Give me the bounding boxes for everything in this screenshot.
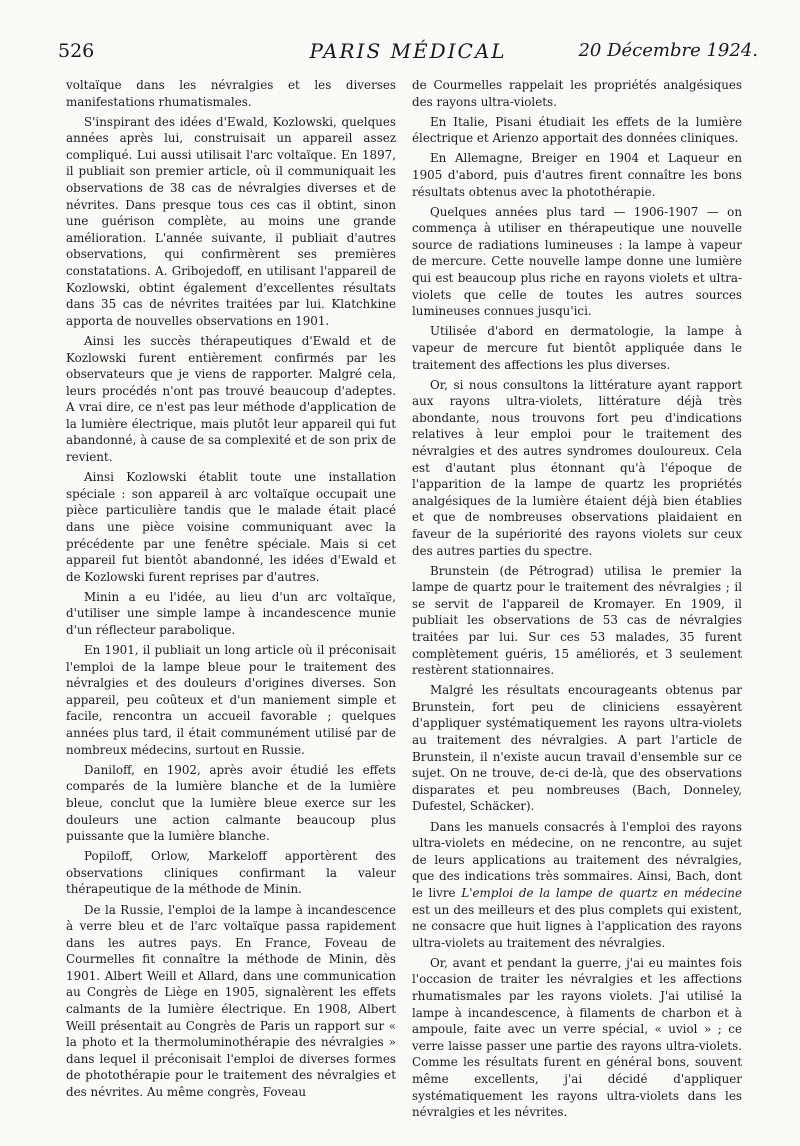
paragraph-text: Dans les manuels consacrés à l'emploi des rayons ultra-violets en médecine, on ne rencontre, au sujet de leurs applications au traitement des névralgies, que des indications très sommaires. Ainsi, Bach, dont le livre — [412, 819, 742, 900]
paragraph: Ainsi les succès thérapeutiques d'Ewald et de Kozlowski furent entièrement confirmés par les observateurs que je viens de rapporter. Malgré cela, leurs procédés n'ont pas trouvé beaucoup d'adeptes. A vrai dire, ce n'est pas leur méthode d'application de la lumière électrique, mais plutôt leur appareil qui fut abandonné, à cause de sa complexité et de son prix de revient. — [66, 333, 396, 465]
right-column — [412, 77, 742, 1127]
paragraph-text: est un des meilleurs et des plus complets qui existent, ne consacre que huit lignes à l'application des rayons ultra-violets au traitement des névralgies. — [412, 902, 742, 950]
left-column — [66, 77, 396, 1127]
issue-date: 20 Décembre 1924. — [578, 40, 758, 61]
paragraph: Daniloff, en 1902, après avoir étudié les effets comparés de la lumière blanche et de la lumière bleue, conclut que la lumière bleue exerce sur les douleurs une action calmante beaucoup plus puissante que la lumière blanche. — [66, 762, 396, 844]
paragraph: de Courmelles rappelait les propriétés analgésiques des rayons ultra-violets. — [412, 78, 742, 109]
page-number: 526 — [58, 40, 95, 62]
paragraph: Popiloff, Orlow, Markeloff apportèrent des observations cliniques confirmant la valeur thérapeutique de la méthode de Minin. — [66, 849, 396, 897]
paragraph: En Allemagne, Breiger en 1904 et Laqueur en 1905 d'abord, puis d'autres firent connaître les bons résultats obtenus avec la photothérapie. — [412, 151, 742, 199]
book-title: L'emploi de la lampe de quartz en médecine — [461, 885, 742, 900]
paragraph — [412, 819, 742, 952]
paragraph: Minin a eu l'idée, au lieu d'un arc voltaïque, d'utiliser une simple lampe à incandescence munie d'un réflecteur parabolique. — [66, 589, 396, 637]
paragraph: S'inspirant des idées d'Ewald, Kozlowski, quelques années après lui, construisait un appareil assez compliqué. Lui aussi utilisait l'arc voltaïque. En 1897, il publiait son premier article, où il communiquait les observations de 38 cas de névralgies diverses et de névrites. Dans presque tous ces cas il obtint, sinon une guérison complète, au moins une grande amélioration. L'année suivante, il publiait d'autres observations, qui confirmèrent ses premières constatations. A. Gribojedoff, en utilisant l'appareil de Kozlowski, obtint également d'excellentes résultats dans 35 cas de névrites traitées par lui. Klatchkine apporta de nouvelles observations en 1901. — [66, 114, 396, 328]
paragraph: En Italie, Pisani étudiait les effets de la lumière électrique et Arienzo apportait des données cliniques. — [412, 114, 742, 146]
running-header — [58, 36, 758, 66]
paragraph: Malgré les résultats encourageants obtenus par Brunstein, fort peu de cliniciens essayèrent d'appliquer systématiquement les rayons ultra-violets au traitement des névralgies. A part l'article de Brunstein, il n'existe aucun travail d'ensemble sur ce sujet. On ne trouve, de-ci de-là, que des observations disparates et peu nombreuses (Bach, Donneley, Dufestel, Schäcker). — [412, 683, 742, 814]
paragraph: Quelques années plus tard — 1906-1907 — on commença à utiliser en thérapeutique une nouvelle source de radiations lumineuses : la lampe à vapeur de mercure. Cette nouvelle lampe donne une lumière qui est beaucoup plus riche en rayons violets et ultra-violets que celle de toutes les autres sources lumineuses connues jusqu'ici. — [412, 204, 742, 319]
paragraph: Or, si nous consultons la littérature ayant rapport aux rayons ultra-violets, littérature déjà très abondante, nous trouvons fort peu d'indications relatives à leur emploi pour le traitement des névralgies et des autres syndromes douloureux. Cela est d'autant plus étonnant qu'à l'époque de l'apparition de la lampe de quartz les propriétés analgésiques de la lumière étaient déjà bien établies et que de nombreuses observations plaidaient en faveur de la supériorité des rayons violets sur ceux des autres parties du spectre. — [412, 377, 742, 558]
paragraph: voltaïque dans les névralgies et les diverses manifestations rhumatismales. — [66, 78, 396, 109]
paragraph: Brunstein (de Pétrograd) utilisa le premier la lampe de quartz pour le traitement des névralgies ; il se servit de l'appareil de Kromayer. En 1909, il publiait les observations de 53 cas de névralgies traitées par lui. Sur ces 53 malades, 35 furent complètement guéris, 15 améliorés, et 3 seulement restèrent stationnaires. — [412, 563, 742, 678]
paragraph: Ainsi Kozlowski établit toute une installation spéciale : son appareil à arc voltaïque occupait une pièce particulière tandis que le malade était placé dans une pièce voisine communiquant avec la précédente par une fenêtre spéciale. Mais si cet appareil fut bientôt abandonné, les idées d'Ewald et de Kozlowski furent reprises par d'autres. — [66, 470, 396, 584]
paragraph: En 1901, il publiait un long article où il préconisait l'emploi de la lampe bleue pour le traitement des névralgies et des douleurs d'origines diverses. Son appareil, peu coûteux et d'un maniement simple et facile, rencontra un accueil favorable ; quelques années plus tard, il était communément utilisé par de nombreux médecins, surtout en Russie. — [66, 643, 396, 757]
paragraph: Or, avant et pendant la guerre, j'ai eu maintes fois l'occasion de traiter les névralgies et les affections rhumatismales par les rayons violets. J'ai utilisé la lampe à incandescence, à filaments de charbon et à ampoule, faite avec un verre spécial, « uviol » ; ce verre laisse passer une partie des rayons ultra-violets. Comme les résultats furent en général bons, souvent même excellents, j'ai décidé d'appliquer systématiquement les rayons ultra-violets dans les névralgies et les névrites. — [412, 955, 742, 1120]
paragraph: De la Russie, l'emploi de la lampe à incandescence à verre bleu et de l'arc voltaïque passa rapidement dans les autres pays. En France, Foveau de Courmelles fit connaître la méthode de Minin, dès 1901. Albert Weill et Allard, dans une communication au Congrès de Liège en 1905, signalèrent les effets calmants de la lumière électrique. En 1908, Albert Weill présentait au Congrès de Paris un rapport sur « la photo et la thermoluminothérapie des névralgies » dans lequel il préconisait l'emploi de diverses formes de photothérapie pour le traitement des névralgies et des névrites. Au même congrès, Foveau — [66, 902, 396, 1100]
paragraph: Utilisée d'abord en dermatologie, la lampe à vapeur de mercure fut bientôt appliquée dans le traitement des affections les plus diverses. — [412, 324, 742, 372]
journal-title: PARIS MÉDICAL — [309, 39, 507, 63]
